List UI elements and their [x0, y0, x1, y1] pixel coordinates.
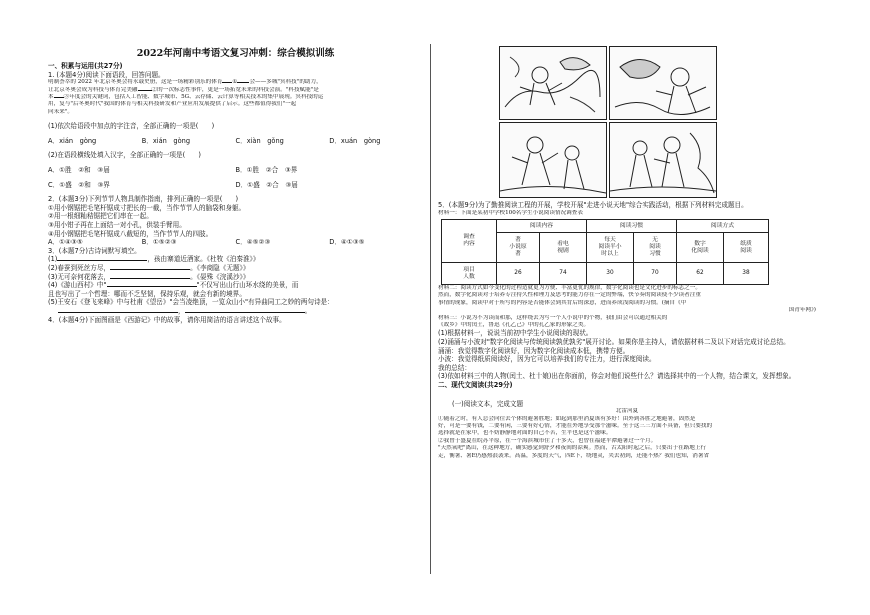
- q3-line: (1) ，孩由寨道近酒家。《杜牧《泊秦淮》》: [48, 255, 260, 264]
- table-cell: 70: [634, 263, 677, 285]
- essay-title: 北雷河夏: [615, 408, 639, 415]
- comic-panel-image: [609, 46, 717, 120]
- q2-heading: 2．(本题3分)下列节节人物具制作指南，排列正确的一项是( ): [48, 195, 239, 204]
- material-2: 事情的现象，阅读中对于所写的内容是否能体会到其背后的深意，进而养成浅阅读的习惯。(摘自《中: [438, 299, 687, 306]
- q1-subquestion-1: (1)依次给语段中加点的字注音，全部正确的一项是( ): [48, 122, 215, 131]
- option-d[interactable]: D．xuán gòng: [329, 136, 381, 145]
- essay-paragraph: 走，衡暑、暑E仍感热浪袭来。高温，多度的天气，四E下，绕地灵，夹去初到，还能不热？我们也知，消暑省: [438, 452, 710, 459]
- comic-panel-image: [609, 122, 717, 198]
- comic-strip: [499, 46, 715, 196]
- survey-table: [441, 219, 769, 285]
- q3-answer-lines: ， 。: [48, 307, 423, 316]
- q5-heading: 5．(本题9分)为了勤推阅读工程的开展，学校开展"走进小说天地"综合实践活动，根据下列材料完成题目。: [438, 201, 748, 209]
- q3-line: (4)《游山西村》中" "不仅写出山行山环水绕的美景，而: [48, 281, 299, 290]
- subsection-heading: (一)阅读文本，完成文题: [452, 399, 524, 408]
- q3-line: 且也写出了一个哲理：哪而不乏坚韧，保持乐观，就会有新的境界。: [48, 289, 246, 298]
- q1-passage-line: 让北京冬奥会成为科技与体育完美融 ②的一次标志性事件，更是一场拓宽未来的科技会演。"科技赋能"是: [48, 86, 319, 93]
- table-group-header: 阅读方式: [677, 220, 769, 233]
- comic-panel-image: [499, 46, 607, 120]
- option-a[interactable]: A．①胜 ②和 ③届: [48, 166, 110, 174]
- page-title: 2022年河南中考语文复习冲刺：综合模拟训练: [136, 48, 335, 59]
- q5-subquestion-1: (1)根据材料一，说说当前初中学生小说阅读的现状。: [438, 329, 593, 338]
- q3-line: (3)无可奈何花落去， 。《晏殊《浣溪沙》》: [48, 272, 250, 281]
- dialogue-line: 小波：我觉得纸质阅读好，因为它可以培养我们的专注力，进行深度阅读。: [438, 355, 656, 364]
- q1-passage-line: 本 ③年度会的关键词，包括人工智能、数字城市、5G、云存储、云计算等相关技术的集中展现。冥科技的运: [48, 94, 324, 100]
- material-2: 材料二：阅读方式如今变化的过程造就更为方便、丰富更优的规律，数字化阅读也是文化进步的标志之一。: [438, 285, 701, 291]
- table-cell: 38: [724, 263, 769, 285]
- essay-paragraph: ①随着之时，有人总会向往去个体的避暑胜地；如起到那里消夏该有多好！由外到各胜之地避暑，固然是: [438, 415, 696, 422]
- q5-subquestion-3: (3)依如材料三中的人物(闰土、杜十娘)出在你面前，你会对他们说些什么？请选择其中的一个人物，结合课文，发挥想象。: [438, 372, 796, 381]
- option-d[interactable]: D．①盛 ②合 ③届: [235, 180, 298, 189]
- table-cell: 62: [677, 263, 724, 285]
- option-a[interactable]: A．xián gòng: [48, 136, 97, 145]
- option-d[interactable]: D．④①③⑤: [329, 238, 365, 247]
- table-sub-header: 著 小说原 著: [497, 233, 540, 263]
- essay-paragraph: "天然氧吧"离山，在这种地方，确实感觉到舒夕和夜间的凉爽。然而，古太阳时起之后，只要出于在路地上行: [438, 445, 707, 452]
- table-sub-header: 纸质 阅读: [724, 233, 769, 263]
- option-b[interactable]: B．①⑤②③: [141, 238, 177, 247]
- column-divider: [430, 44, 431, 574]
- table-sub-header: 看电 视剧: [540, 233, 587, 263]
- material-2-source: 国青年网》): [788, 307, 816, 314]
- option-b[interactable]: B．①胜 ②合 ③界: [235, 166, 298, 174]
- table-sub-header: 数字 化阅读: [677, 233, 724, 263]
- option-a[interactable]: A．①④③⑤: [48, 238, 83, 247]
- table-count-label: 项目 人数: [442, 263, 497, 285]
- q1-passage-line: 用，复与"后冬奥时代"我国的体育与相关科技研发和产业应用发展提供了启示。这些都值得我们"一起: [48, 101, 297, 108]
- q1-heading: 1. (本题4分)阅读下面语段，回答问题。: [48, 70, 165, 79]
- q4-heading: 4．(本题4分)下面图画是《西游记》中的故事，请你用简洁的语言讲述这个故事。: [48, 315, 286, 324]
- option-c[interactable]: C．①盛 ②和 ③界: [48, 180, 110, 189]
- q2-item: ③用小钳子再在上面结一对小孔，供装手臂用。: [48, 220, 186, 229]
- essay-paragraph: 选择就是在家中，也不妨静静地对面的自己不苦，生平也是这个滋味。: [438, 430, 612, 437]
- q5-block: [438, 201, 816, 460]
- q1-passage-line: 明制荟萃的 2022 年北京冬奥会将永载史册，这是一场精彩别乐的体育 ① 会——多城"冥科技"的助力，: [48, 79, 322, 86]
- material-2: 然而，数字化阅读对于培养专注持久性和理力及思考的能力存在一定的弊端，快节奏的阅读使不少读者注重: [438, 292, 701, 299]
- table-group-header: 阅读内容: [497, 220, 587, 233]
- table-group-header: 阅读习惯: [587, 220, 677, 233]
- material-3: 《故乡》中的闰土，鲁迅《孔乙己》中的孔乙家的形象之类。: [438, 322, 590, 329]
- table-cell: 30: [587, 263, 634, 285]
- q1-subquestion-2: (2)在语段横线处填入汉字，全部正确的一项是( ): [48, 151, 201, 160]
- table-sub-header: 每天 阅读半小 时以上: [587, 233, 634, 263]
- summary-label: 我的总结：: [438, 363, 471, 372]
- q1-passage-line: 向未来"。: [48, 108, 73, 115]
- left-column: [48, 48, 423, 324]
- q1-s2-options: [48, 181, 423, 190]
- section-heading-2: 二、现代文阅读(共29分): [438, 381, 513, 389]
- table-cell: 74: [540, 263, 587, 285]
- dialogue-line: 涌涌：我觉得数字化阅读好，因为数字化阅读成本低，携带方便。: [438, 346, 630, 355]
- q3-heading: 3．(本题7分)古诗词默写填空。: [48, 246, 141, 255]
- table-sub-header: 无 阅读 习惯: [634, 233, 677, 263]
- option-c[interactable]: C．④⑤②③: [235, 238, 271, 247]
- q5-subquestion-2: (2)涌涌与小波对"数字化阅读与传统阅读孰优孰劣"展开讨论。如果你是主持人，请依据材料二及以下对话完成讨论总结。: [438, 338, 790, 347]
- q3-line: (2)春蚕到死丝方尽， 。《李商隐《无题》》: [48, 263, 250, 272]
- comic-panel-image: [499, 122, 607, 198]
- q2-item: ②用一根细籼秸锯把它们串在一起。: [48, 212, 153, 221]
- option-c[interactable]: C．xiàn gǒng: [235, 136, 284, 145]
- table-cell: 26: [497, 263, 540, 285]
- q2-item: ①用小钢锯把毛笔杆锯成寸把长的一截，当作节节人的脑袋和身躯。: [48, 203, 246, 212]
- essay-paragraph: ②我曾于盛夏在皖苏平原，在一个海滨城市住了十多天，也曾在福建平潭避暑过一个月。: [438, 437, 657, 444]
- q3-line: (5)王安石《登飞来峰》中与杜甫《望岳》"会当凌绝顶，一览众山小"有异曲同工之妙的两句诗是：: [48, 298, 334, 307]
- q1-s1-options: [48, 137, 423, 146]
- table-row-label: 调查 内容: [442, 220, 497, 263]
- material-3: 材料三：小说为不为读而和那，这样绕去为写一个人小说中的个物，我们由会可以通过相关的: [438, 314, 668, 321]
- q2-item: ④用小钢锯把毛笔杆锯成八截短的，当作节节人的四肢。: [48, 229, 213, 238]
- q2-options: [48, 238, 423, 247]
- material-1-caption: 材料一：下面是某初中学校100名学生小说阅读情况调查表: [438, 209, 583, 216]
- q1-s2-options: [48, 166, 423, 175]
- option-b[interactable]: B．xián gòng: [141, 136, 190, 145]
- section-heading-1: 一、积累与运用(共27分): [48, 62, 123, 70]
- essay-paragraph: 好，可是一要有钱，二要有闲，三要有好心情，才能在外地享受那个滋味。至于这三三方面不具备，但只要找的: [438, 423, 713, 429]
